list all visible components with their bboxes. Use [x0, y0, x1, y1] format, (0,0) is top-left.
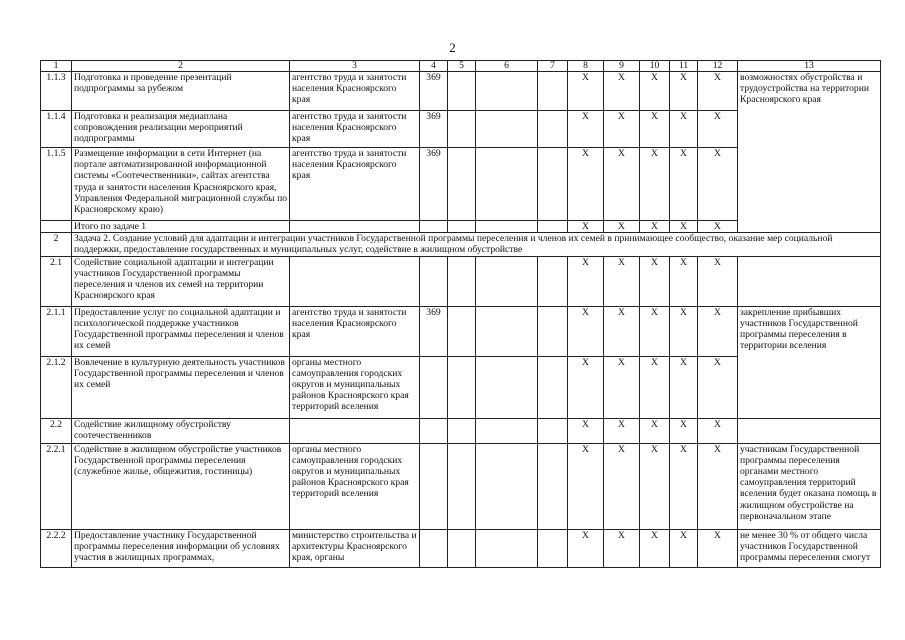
mark: X [670, 356, 698, 418]
mark: X [670, 306, 698, 356]
row-name: Подготовка и проведение презентаций подпрограммы за рубежом [72, 72, 290, 111]
mark: X [670, 111, 698, 148]
col-header: 2 [72, 61, 290, 72]
row-code: 369 [420, 148, 448, 221]
mark: X [568, 221, 604, 233]
table-row-total [41, 221, 881, 233]
mark: X [640, 256, 670, 306]
mark: X [604, 529, 640, 567]
mark: X [698, 148, 738, 221]
row-number: 2.1 [41, 256, 72, 306]
mark: X [604, 443, 640, 529]
mark: X [698, 356, 738, 418]
mark: X [670, 529, 698, 567]
row-name: Содействие жилищному обустройству соотечественников [72, 418, 290, 443]
col-header: 6 [476, 61, 538, 72]
mark: X [604, 148, 640, 221]
mark: X [568, 111, 604, 148]
row-name: Размещение информации в сети Интернет (на портале автоматизированной информационной системы «Соотечественники», сайтах агентства труда и занятости населения Красноярского края, Управления Федеральной миграционной службы по Красноярскому краю) [72, 148, 290, 221]
mark: X [698, 221, 738, 233]
total-label: Итого по задаче 1 [72, 221, 290, 233]
row-note: не менее 30 % от общего числа участников Государственной программы переселения смогут [738, 529, 881, 567]
col-header: 9 [604, 61, 640, 72]
row-executor: агентство труда и занятости населения Красноярского края [290, 148, 420, 221]
row-name: Содействие в жилищном обустройстве участников Государственной программы переселения (служебное жилье, общежития, гостиницы) [72, 443, 290, 529]
mark: X [568, 148, 604, 221]
col-header: 1 [41, 61, 72, 72]
row-name: Содействие социальной адаптации и интеграции участников Государственной программы переселения и членов их семей на территории Красноярского края [72, 256, 290, 306]
mark: X [604, 111, 640, 148]
row-executor: агентство труда и занятости населения Красноярского края [290, 72, 420, 111]
row-number: 2.1.1 [41, 306, 72, 356]
row-executor: агентство труда и занятости населения Красноярского края [290, 306, 420, 356]
program-table [40, 60, 881, 568]
mark: X [640, 148, 670, 221]
mark: X [670, 256, 698, 306]
mark: X [670, 72, 698, 111]
mark: X [670, 221, 698, 233]
mark: X [640, 111, 670, 148]
mark: X [604, 256, 640, 306]
mark: X [604, 356, 640, 418]
mark: X [604, 418, 640, 443]
table-row [41, 529, 881, 567]
mark: X [604, 221, 640, 233]
table-row [41, 356, 881, 418]
row-number: 1.1.3 [41, 72, 72, 111]
mark: X [604, 306, 640, 356]
table-row [41, 111, 881, 148]
mark: X [604, 72, 640, 111]
mark: X [640, 443, 670, 529]
table-row [41, 418, 881, 443]
mark: X [698, 418, 738, 443]
mark: X [670, 443, 698, 529]
mark: X [698, 443, 738, 529]
row-number: 2.2.1 [41, 443, 72, 529]
page-number: 2 [449, 40, 456, 55]
col-header: 11 [670, 61, 698, 72]
mark: X [698, 306, 738, 356]
mark: X [568, 72, 604, 111]
mark: X [698, 256, 738, 306]
mark: X [670, 148, 698, 221]
mark: X [640, 221, 670, 233]
table-row [41, 443, 881, 529]
mark: X [698, 72, 738, 111]
row-code: 369 [420, 306, 448, 356]
mark: X [568, 418, 604, 443]
col-header: 13 [738, 61, 881, 72]
row-number: 1.1.4 [41, 111, 72, 148]
mark: X [670, 418, 698, 443]
header-row [41, 61, 881, 72]
row-name: Предоставление участнику Государственной программы переселения информации об условиях участия в жилищных программах, [72, 529, 290, 567]
row-name: Вовлечение в культурную деятельность участников Государственной программы переселения и членов их семей [72, 356, 290, 418]
row-code: 369 [420, 72, 448, 111]
task-row [41, 233, 881, 256]
row-note: возможностях обустройства и трудоустройства на территории Красноярского края [738, 72, 881, 111]
row-number: 2 [41, 233, 72, 256]
row-name: Подготовка и реализация медиаплана сопровождения реализации мероприятий подпрограммы [72, 111, 290, 148]
col-header: 4 [420, 61, 448, 72]
table-row [41, 306, 881, 356]
row-name: Предоставление услуг по социальной адаптации и психологической поддержке участников Государственной программы переселения и членов их семей [72, 306, 290, 356]
col-header: 5 [448, 61, 476, 72]
row-executor: органы местного самоуправления городских округов и муниципальных районов Красноярского края территорий вселения [290, 356, 420, 418]
mark: X [568, 443, 604, 529]
row-note: закрепление прибывших участников Государственной программы переселения в территории вселения [738, 306, 881, 356]
col-header: 8 [568, 61, 604, 72]
row-code: 369 [420, 111, 448, 148]
task-text: Задача 2. Создание условий для адаптации и интеграции участников Государственной программы переселения и членов их семей в принимающее сообщество, оказание мер социальной поддержки, предоставление государственных и муниципальных услуг, содействие в жилищном обустройстве [72, 233, 881, 256]
row-number: 2.1.2 [41, 356, 72, 418]
mark: X [640, 529, 670, 567]
row-executor: агентство труда и занятости населения Красноярского края [290, 111, 420, 148]
mark: X [698, 111, 738, 148]
mark: X [568, 256, 604, 306]
row-executor: министерство строительства и архитектуры Красноярского края, органы [290, 529, 420, 567]
col-header: 10 [640, 61, 670, 72]
col-header: 12 [698, 61, 738, 72]
mark: X [640, 72, 670, 111]
mark: X [640, 306, 670, 356]
row-executor: органы местного самоуправления городских округов и муниципальных районов Красноярского края территорий вселения [290, 443, 420, 529]
row-number: 1.1.5 [41, 148, 72, 221]
table-row [41, 256, 881, 306]
mark: X [640, 356, 670, 418]
mark: X [698, 529, 738, 567]
col-header: 3 [290, 61, 420, 72]
row-number: 2.2 [41, 418, 72, 443]
row-number: 2.2.2 [41, 529, 72, 567]
mark: X [568, 356, 604, 418]
mark: X [640, 418, 670, 443]
mark: X [568, 529, 604, 567]
table-row [41, 148, 881, 221]
table-row [41, 72, 881, 111]
mark: X [568, 306, 604, 356]
row-note: участникам Государственной программы переселения органами местного самоуправления территорий вселения будет оказана помощь в жилищном обустройстве на первоначальном этапе [738, 443, 881, 529]
col-header: 7 [538, 61, 568, 72]
